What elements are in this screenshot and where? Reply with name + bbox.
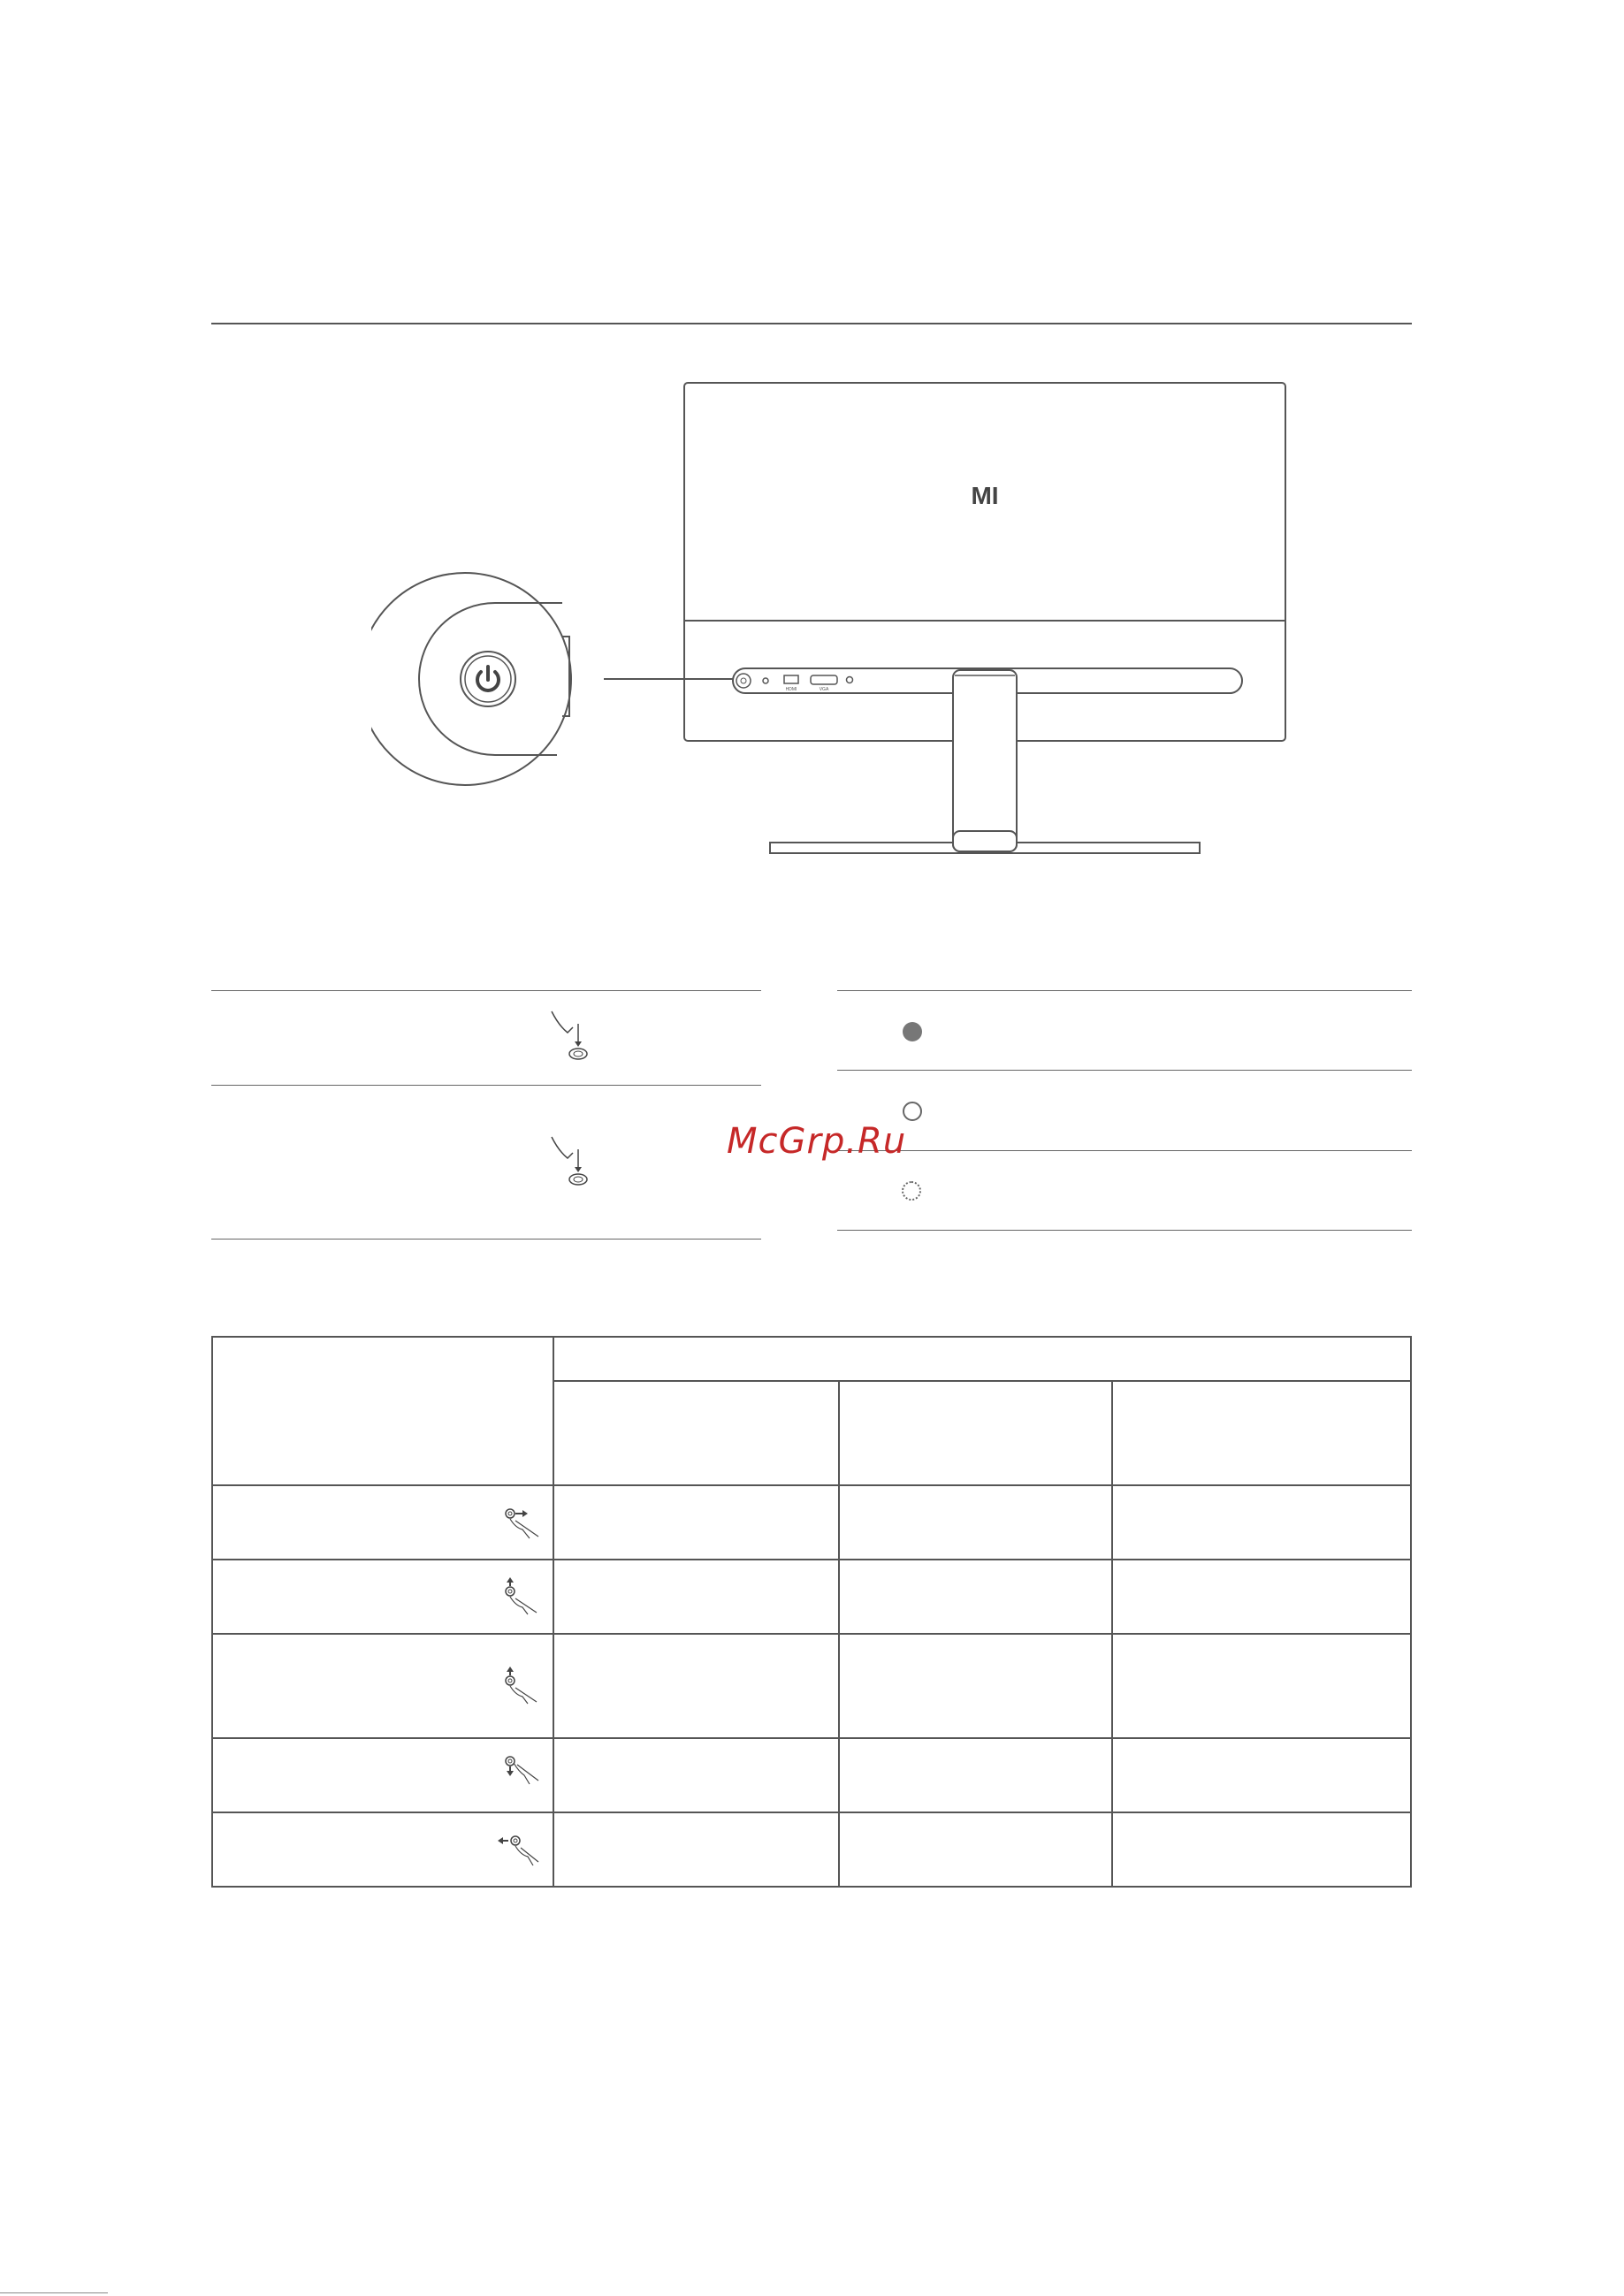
joystick-left-icon [498, 1832, 540, 1867]
left-rule-3 [211, 1239, 761, 1240]
table-cell [553, 1738, 839, 1812]
table-cell [553, 1634, 839, 1738]
table-header-cell [212, 1337, 553, 1485]
table-cell [1112, 1634, 1411, 1738]
table-cell [212, 1485, 553, 1560]
joystick-down-icon [503, 1756, 540, 1795]
solid-dot-icon [903, 1022, 922, 1041]
table-cell [839, 1485, 1112, 1560]
table-header-cell [553, 1337, 1411, 1381]
joystick-right-icon [503, 1505, 540, 1540]
left-rule-1 [211, 990, 761, 991]
table-cell [1112, 1485, 1411, 1560]
brand-logo: MI [971, 482, 999, 509]
watermark: McGrp.Ru [727, 1121, 907, 1162]
right-rule-1 [837, 990, 1412, 991]
table-cell [1112, 1560, 1411, 1634]
table-header-cell [553, 1381, 839, 1485]
press-finger-icon [548, 1008, 592, 1063]
table-cell [212, 1812, 553, 1887]
table-cell [212, 1634, 553, 1738]
vga-port-label: VGA [819, 687, 829, 692]
table-cell [839, 1812, 1112, 1887]
monitor-back-diagram [371, 371, 1308, 866]
table-cell [1112, 1812, 1411, 1887]
footer-rule [0, 2292, 108, 2293]
right-rule-4 [837, 1230, 1412, 1231]
joystick-up-icon [503, 1667, 540, 1705]
joystick-up-icon [503, 1577, 540, 1616]
top-divider [211, 323, 1412, 324]
hdmi-port-label: HDMI [785, 687, 797, 692]
table-cell [553, 1485, 839, 1560]
right-rule-3 [837, 1150, 1412, 1151]
right-rule-2 [837, 1070, 1412, 1071]
table-row [212, 1812, 1411, 1887]
table-row [212, 1560, 1411, 1634]
table-header-cell [1112, 1381, 1411, 1485]
table-cell [212, 1738, 553, 1812]
hollow-dot-icon [903, 1102, 922, 1121]
table-cell [839, 1738, 1112, 1812]
dotted-circle-icon [902, 1181, 921, 1201]
press-finger-icon [548, 1133, 592, 1188]
table-cell [553, 1560, 839, 1634]
left-rule-2 [211, 1085, 761, 1086]
table-cell [839, 1634, 1112, 1738]
table-header-cell [839, 1381, 1112, 1485]
table-cell [553, 1812, 839, 1887]
table-cell [1112, 1738, 1411, 1812]
table-cell [212, 1560, 553, 1634]
table-row [212, 1485, 1411, 1560]
joystick-controls-table [211, 1336, 1412, 1888]
table-row [212, 1634, 1411, 1738]
table-cell [839, 1560, 1112, 1634]
table-row [212, 1738, 1411, 1812]
